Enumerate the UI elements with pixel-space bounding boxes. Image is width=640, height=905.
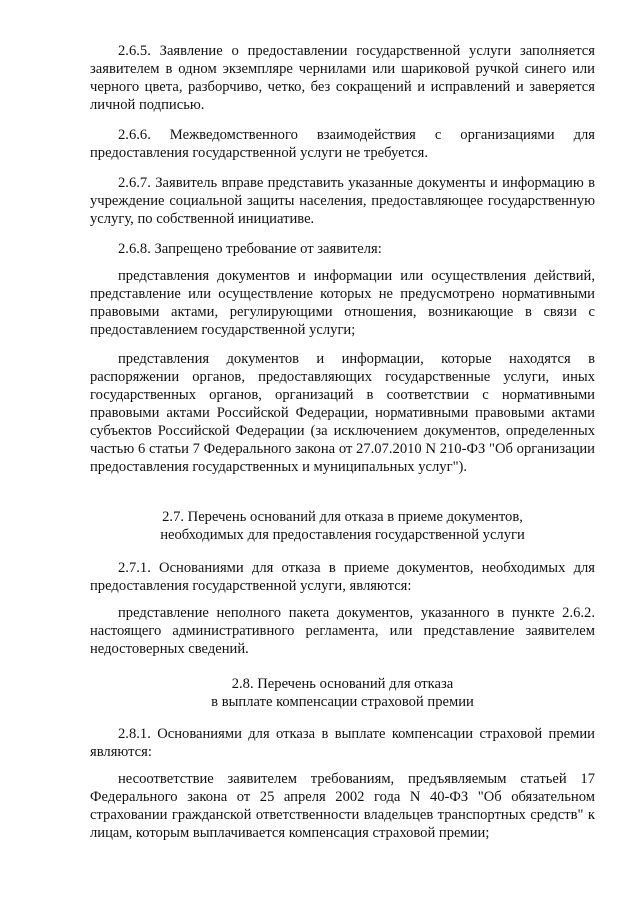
section-heading-2-7 — [90, 508, 595, 544]
paragraph-2-6-8-item-1: представления документов и информации или осуществления действий, представление или осуществление которых не предусмотрено нормативными правовыми актами, регулирующими отношения, возникающие в связи с предоставлением государственной услуги; — [90, 268, 595, 338]
section-heading-2-8-line-1: 2.8. Перечень оснований для отказа — [231, 676, 454, 692]
paragraph-2-8-1: 2.8.1. Основаниями для отказа в выплате компенсации страховой премии являются: — [90, 726, 595, 760]
section-heading-2-8-line-2: в выплате компенсации страховой премии — [211, 694, 474, 710]
section-heading-2-8 — [90, 675, 595, 711]
paragraph-2-6-8: 2.6.8. Запрещено требование от заявителя: — [118, 241, 382, 257]
paragraph-2-6-8-item-2: представления документов и информации, которые находятся в распоряжении органов, предоставляющих государственные услуги, иных государственных органов, организаций в соответствии с нормативными правовыми актами Российской Федерации, нормативными правовыми актами субъектов Российской Федерации (за исключением документов, определенных частью 6 статьи 7 Федерального закона от 27.07.2010 N 210-ФЗ "Об организации предоставления государственных и муниципальных услуг"). — [90, 351, 595, 475]
paragraph-2-7-1: 2.7.1. Основаниями для отказа в приеме документов, необходимых для предоставления государственной услуги, являются: — [90, 560, 595, 594]
section-heading-2-7-line-2: необходимых для предоставления государственной услуги — [160, 527, 525, 543]
section-heading-2-7-line-1: 2.7. Перечень оснований для отказа в приеме документов, — [162, 509, 523, 525]
paragraph-2-6-5: 2.6.5. Заявление о предоставлении государственной услуги заполняется заявителем в одном экземпляре чернилами или шариковой ручкой синего или черного цвета, разборчиво, четко, без сокращений и исправлений и заверяется личной подписью. — [90, 43, 595, 113]
paragraph-2-6-7: 2.6.7. Заявитель вправе представить указанные документы и информацию в учреждение социальной защиты населения, предоставляющее государственную услугу, по собственной инициативе. — [90, 175, 595, 227]
paragraph-2-8-1-item: несоответствие заявителем требованиям, предъявляемым статьей 17 Федерального закона от 25 апреля 2002 года N 40-ФЗ "Об обязательном страховании гражданской ответственности владельцев транспортных средств" к лицам, которым выплачивается компенсация страховой премии; — [90, 771, 595, 841]
paragraph-2-6-6: 2.6.6. Межведомственного взаимодействия с организациями для предоставления государственной услуги не требуется. — [90, 127, 595, 161]
paragraph-2-7-1-item: представление неполного пакета документов, указанного в пункте 2.6.2. настоящего административного регламента, или представление заявителем недостоверных сведений. — [90, 605, 595, 657]
